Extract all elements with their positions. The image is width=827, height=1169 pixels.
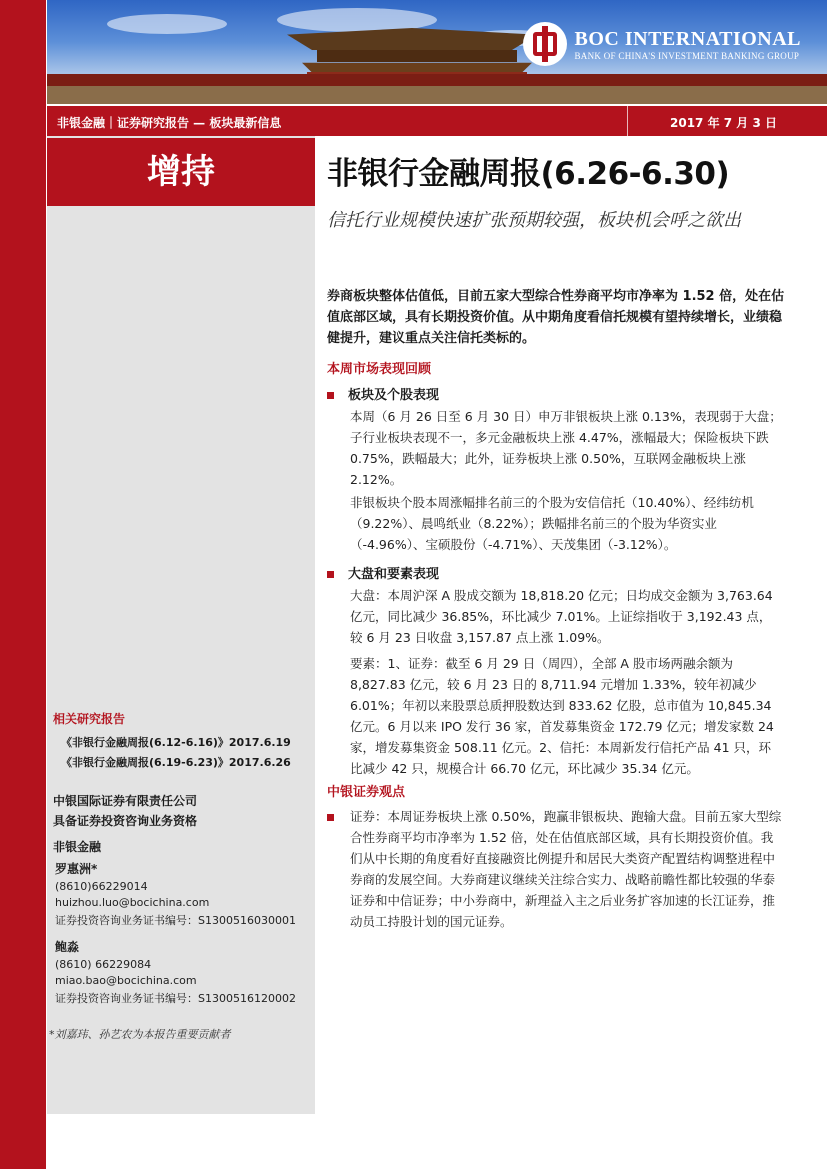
report-date: 2017 年 7 月 3 日 — [670, 116, 777, 130]
left-accent-bar — [0, 0, 46, 1169]
sector-stocks-paragraph: 非银板块个股本周涨幅排名前三的个股为安信信托（10.40%）、经纬纺机（9.22%）、晨鸣纸业（8.22%）；跌幅排名前三的个股为华资实业（-4.96%）、宝硕股份（-4.71%）、天茂集团（-3.12%）。 — [350, 495, 754, 552]
boc-logo — [523, 22, 802, 66]
header-banner — [47, 0, 827, 104]
analyst-name: 鲍淼 — [55, 940, 80, 954]
viewpoint-paragraph — [350, 806, 782, 932]
market-heading-text: 大盘和要素表现 — [348, 567, 440, 582]
nav-divider — [627, 106, 628, 136]
breadcrumb: 非银金融｜证券研究报告 — 板块最新信息 — [57, 116, 282, 130]
analyst-phone: (8610)66229014 — [55, 880, 148, 893]
analyst-email[interactable]: huizhou.luo@bocichina.com — [55, 896, 210, 909]
analyst-email[interactable]: miao.bao@bocichina.com — [55, 974, 197, 987]
related-report-link[interactable]: 《非银行金融周报(6.12-6.16)》2017.6.19 — [61, 736, 291, 749]
viewpoint-lead: 证券： — [350, 809, 388, 824]
viewpoint-body: 本周证券板块上涨 0.50%，跑赢非银板块、跑输大盘。目前五家大型综合性券商平均市净率为 1.52 倍，处在估值底部区域，具有长期投资价值。我们从中长期的角度看好直接融资比例提升和居民大类资产配置结构调整进程中券商的发展空间。大券商建议继续关注综合实力、战略前瞻性都比较强的华泰证券和中信证券；中小券商中，新理益入主之后业务扩容加速的长江证券，推动员工持股计划的国元证券。 — [350, 809, 782, 929]
market-performance-heading — [327, 563, 439, 582]
market-paragraph: 大盘：本周沪深 A 股成交额为 18,818.20 亿元；日均成交金额为 3,763.64 亿元，同比减少 36.85%，环比减少 7.01%。上证综指收于 3,192.43 点，较 6 月 23 日收盘 3,157.87 点上涨 1.09%。 — [350, 588, 773, 645]
analyst-license: 证券投资咨询业务证书编号：S1300516030001 — [55, 914, 296, 927]
analyst-phone: (8610) 66229084 — [55, 958, 152, 971]
analyst-license: 证券投资咨询业务证书编号：S1300516120002 — [55, 992, 296, 1005]
report-title: 非银行金融周报(6.26-6.30) — [327, 156, 730, 192]
report-subtitle: 信托行业规模快速扩张预期较强，板块机会呼之欲出 — [327, 210, 741, 231]
factors-paragraph: 要素：1、证券：截至 6 月 29 日（周四），全部 A 股市场两融余额为 8,827.83 亿元，较 6 月 23 日的 8,711.94 元增加 1.33%，较年初减少 6.01%；年初以来股票总质押股数达到 833.62 亿股，总市值为 10,845.34 亿元。6 月以来 IPO 发行 36 家，首发募集资金 172.79 亿元；增发家数 24 家，增发募集资金 508.11 亿元。2、信托：本周新发行信托产品 41 只，环比减少 42 只，规模合计 66.70 亿元，环比减少 35.34 亿元。 — [350, 656, 774, 776]
sector-label: 非银金融 — [53, 840, 102, 854]
sector-performance-heading — [327, 384, 439, 403]
report-summary: 券商板块整体估值低，目前五家大型综合性券商平均市净率为 1.52 倍，处在估值底部区域，具有长期投资价值。从中期角度看信托规模有望持续增长，业绩稳健提升，建议重点关注信托类标的。 — [327, 289, 785, 346]
sidebar — [47, 136, 315, 1114]
rating-badge: 增持 — [47, 138, 315, 206]
boc-logo-icon — [523, 22, 567, 66]
bullet-square-icon — [327, 814, 334, 821]
bullet-square-icon — [327, 571, 334, 578]
contributor-note: *刘嘉玮、孙艺农为本报告重要贡献者 — [49, 1028, 231, 1041]
sector-paragraph: 本周（6 月 26 日至 6 月 30 日）申万非银板块上涨 0.13%，表现弱于大盘；子行业板块表现不一，多元金融板块上涨 4.47%，涨幅最大；保险板块下跌 0.75%，跌幅最大；此外，证券板块上涨 0.50%，互联网金融板块上涨 2.12%。 — [350, 409, 782, 487]
company-qualification: 具备证券投资咨询业务资格 — [53, 814, 198, 828]
brand-name: BOC INTERNATIONAL — [574, 27, 801, 50]
sector-heading-text: 板块及个股表现 — [348, 388, 440, 403]
report-nav-bar — [47, 106, 827, 136]
related-report-link[interactable]: 《非银行金融周报(6.19-6.23)》2017.6.26 — [61, 756, 291, 769]
company-name: 中银国际证券有限责任公司 — [53, 794, 198, 808]
market-review-title: 本周市场表现回顾 — [327, 362, 432, 377]
analyst-name: 罗惠洲* — [55, 862, 98, 876]
viewpoint-title: 中银证券观点 — [327, 785, 406, 800]
brand-tagline: BANK OF CHINA'S INVESTMENT BANKING GROUP — [574, 50, 800, 61]
related-reports-title: 相关研究报告 — [53, 712, 126, 726]
bullet-square-icon — [327, 392, 334, 399]
